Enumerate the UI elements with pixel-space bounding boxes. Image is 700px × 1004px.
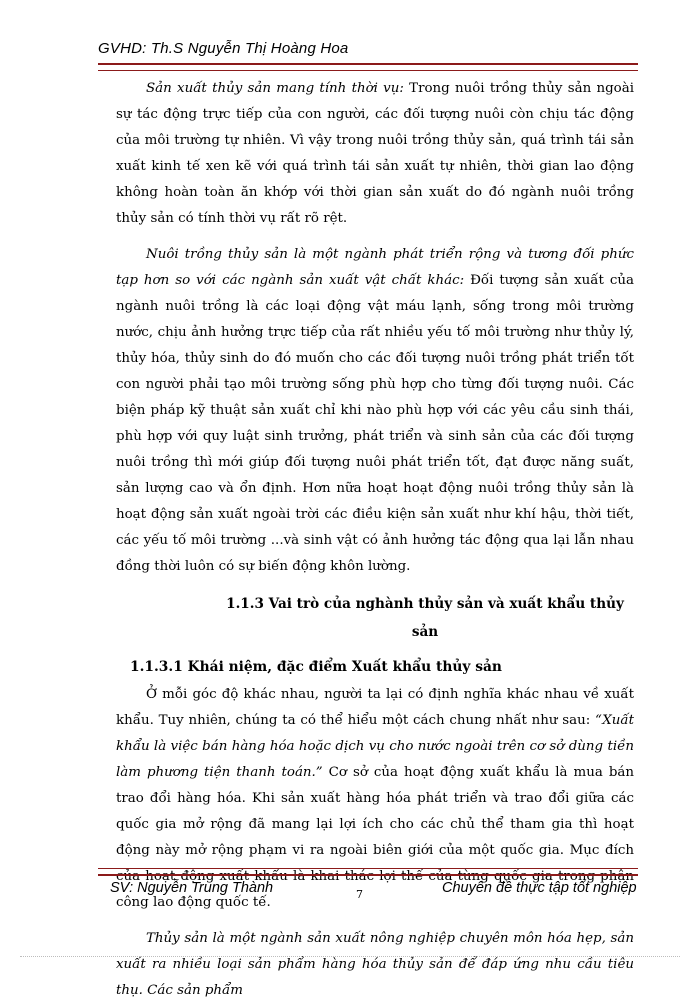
definition-quote: “Xuất khẩu là việc bán hàng hóa hoặc dịch vụ cho nước ngoài trên cơ sở dùng tiền làm phương tiện thanh toán.” bbox=[116, 713, 634, 780]
paragraph-lead: Nuôi trồng thủy sản là một ngành phát triển rộng và tương đối phức tạp hơn so với các ngành sản xuất vật chất khác: bbox=[116, 247, 634, 288]
page-number: 7 bbox=[356, 888, 363, 901]
paragraph-text: Cơ sở của hoạt động xuất khẩu là mua bán trao đổi hàng hóa. Khi sản xuất hàng hóa phát triển và trao đổi giữa các quốc gia mở rộng đã mang lại lợi ích cho các chủ thể tham gia thì hoạt động này mở rộng phạm vi ra ngoài biên giới của một quốc gia. Mục đích của hoạt động xuất khẩu là khai thác lợi thế của từng quốc gia trong phân công lao động quốc tế. bbox=[116, 765, 634, 910]
paragraph-lead: Thủy sản là một ngành sản xuất nông nghiệp chuyên môn hóa hẹp, sản xuất ra nhiều loại sản phẩm hàng hóa thủy sản để đáp ứng nhu cầu tiêu thụ. Các sản phẩm bbox=[116, 931, 634, 998]
page-break-line bbox=[20, 956, 680, 957]
footer-title: Chuyên đề thực tập tốt nghiệp bbox=[442, 880, 637, 896]
header-rule bbox=[98, 63, 638, 71]
footer-author: SV: Nguyễn Trung Thành bbox=[110, 880, 274, 896]
page-body bbox=[116, 76, 634, 1004]
paragraph-fisheries bbox=[116, 926, 634, 1004]
running-header: GVHD: Th.S Nguyễn Thị Hoàng Hoa bbox=[98, 40, 349, 57]
section-heading-1-1-3: 1.1.3 Vai trò của nghành thủy sản và xuất khẩu thủy sản bbox=[226, 596, 624, 640]
paragraph-aquaculture-complexity bbox=[116, 242, 634, 580]
section-heading-1-1-3-1: 1.1.3.1 Khái niệm, đặc điểm Xuất khẩu thủy sản bbox=[130, 659, 502, 675]
paragraph-text: Đối tượng sản xuất của ngành nuôi trồng là các loại động vật máu lạnh, sống trong môi trường nước, chịu ảnh hưởng trực tiếp của rất nhiều yếu tố môi trường như thủy lý, thủy hóa, thủy sinh do đó muốn cho các đối tượng nuôi trồng phát triển tốt con người phải tạo môi trường sống phù hợp cho từng đối tượng nuôi. Các biện pháp kỹ thuật sản xuất chỉ khi nào phù hợp với các yêu cầu sinh thái, phù hợp với quy luật sinh trưởng, phát triển và sinh sản của các đối tượng nuôi trồng thì mới giúp đối tượng nuôi phát triển tốt, đạt được năng suất, sản lượng cao và ổn định. Hơn nữa hoạt hoạt động nuôi trồng thủy sản là hoạt động sản xuất ngoài trời các điều kiện sản xuất như khí hậu, thời tiết, các yếu tố môi trường ...và sinh vật có ảnh hưởng tác động qua lại lẫn nhau đồng thời luôn có sự biến động khôn lường. bbox=[116, 273, 634, 574]
paragraph-lead: Sản xuất thủy sản mang tính thời vụ: bbox=[146, 81, 404, 96]
paragraph-text: Trong nuôi trồng thủy sản ngoài sự tác động trực tiếp của con người, các đối tượng nuôi còn chịu tác động của môi trường tự nhiên. Vì vậy trong nuôi trồng thủy sản, quá trình tái sản xuất kinh tế xen kẽ với quá trình tái sản xuất tự nhiên, thời gian lao động không hoàn toàn ăn khớp với thời gian sản xuất do đó ngành nuôi trồng thủy sản có tính thời vụ rất rõ rệt. bbox=[116, 81, 635, 226]
paragraph-text: Ở mỗi góc độ khác nhau, người ta lại có định nghĩa khác nhau về xuất khẩu. Tuy nhiên, chúng ta có thể hiểu một cách chung nhất như sau: bbox=[116, 687, 634, 728]
paragraph-seasonality bbox=[116, 76, 634, 232]
footer-rule bbox=[98, 868, 638, 876]
